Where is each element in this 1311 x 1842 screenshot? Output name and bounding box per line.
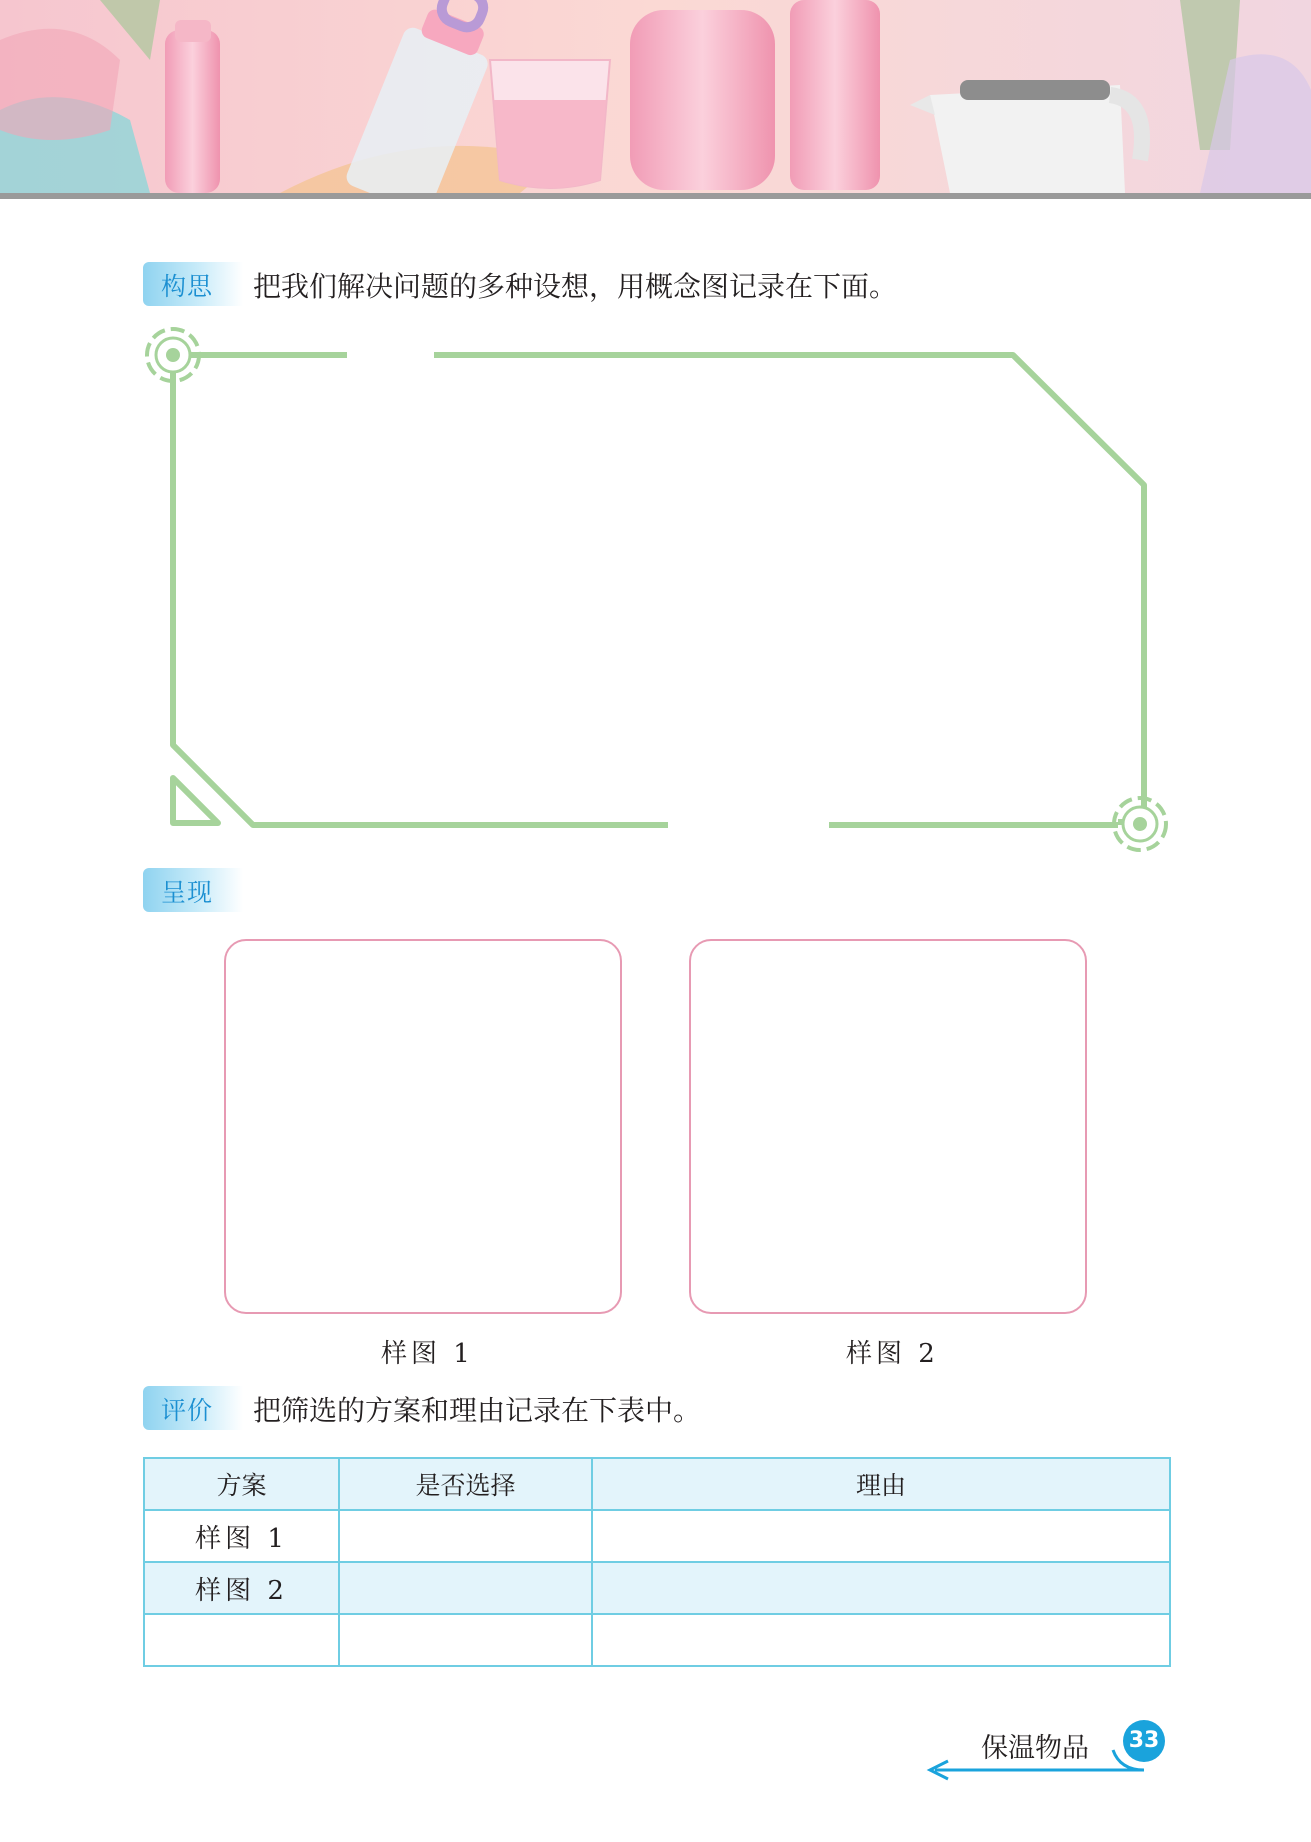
unit-title: 保温物品 bbox=[981, 1733, 1089, 1764]
evaluate-tag bbox=[143, 1386, 243, 1430]
evaluate-tag-label: 评价 bbox=[161, 1396, 214, 1425]
table-row bbox=[144, 1510, 1170, 1562]
table-cell-scheme: 样图 2 bbox=[144, 1562, 339, 1614]
page-number: 33 bbox=[1123, 1720, 1165, 1762]
sample-caption-1: 样图 1 bbox=[381, 1339, 474, 1369]
table-cell-scheme[interactable] bbox=[144, 1614, 339, 1666]
table-cell-choice[interactable] bbox=[339, 1510, 592, 1562]
present-tag-label: 呈现 bbox=[161, 878, 214, 907]
concept-map-frame bbox=[0, 0, 1311, 900]
table-cell-choice[interactable] bbox=[339, 1614, 592, 1666]
sample-drawing-box-1[interactable] bbox=[224, 939, 622, 1314]
table-cell-reason[interactable] bbox=[592, 1510, 1170, 1562]
corner-target-icon bbox=[147, 329, 199, 381]
table-header-cell: 是否选择 bbox=[339, 1458, 592, 1510]
conceive-tag-label: 构思 bbox=[161, 272, 214, 301]
present-tag bbox=[143, 868, 243, 912]
corner-target-icon bbox=[1114, 798, 1166, 850]
table-cell-reason[interactable] bbox=[592, 1614, 1170, 1666]
table-row bbox=[144, 1562, 1170, 1614]
sample-drawing-box-2[interactable] bbox=[689, 939, 1087, 1314]
evaluation-table bbox=[143, 1457, 1171, 1667]
table-cell-scheme: 样图 1 bbox=[144, 1510, 339, 1562]
conceive-instruction: 把我们解决问题的多种设想，用概念图记录在下面。 bbox=[253, 270, 898, 303]
sample-caption-2: 样图 2 bbox=[846, 1339, 939, 1369]
table-cell-reason[interactable] bbox=[592, 1562, 1170, 1614]
table-cell-choice[interactable] bbox=[339, 1562, 592, 1614]
table-header-cell: 方案 bbox=[144, 1458, 339, 1510]
table-header-row bbox=[144, 1458, 1170, 1510]
evaluate-instruction: 把筛选的方案和理由记录在下表中。 bbox=[253, 1394, 702, 1427]
table-row bbox=[144, 1614, 1170, 1666]
table-header-cell: 理由 bbox=[592, 1458, 1170, 1510]
